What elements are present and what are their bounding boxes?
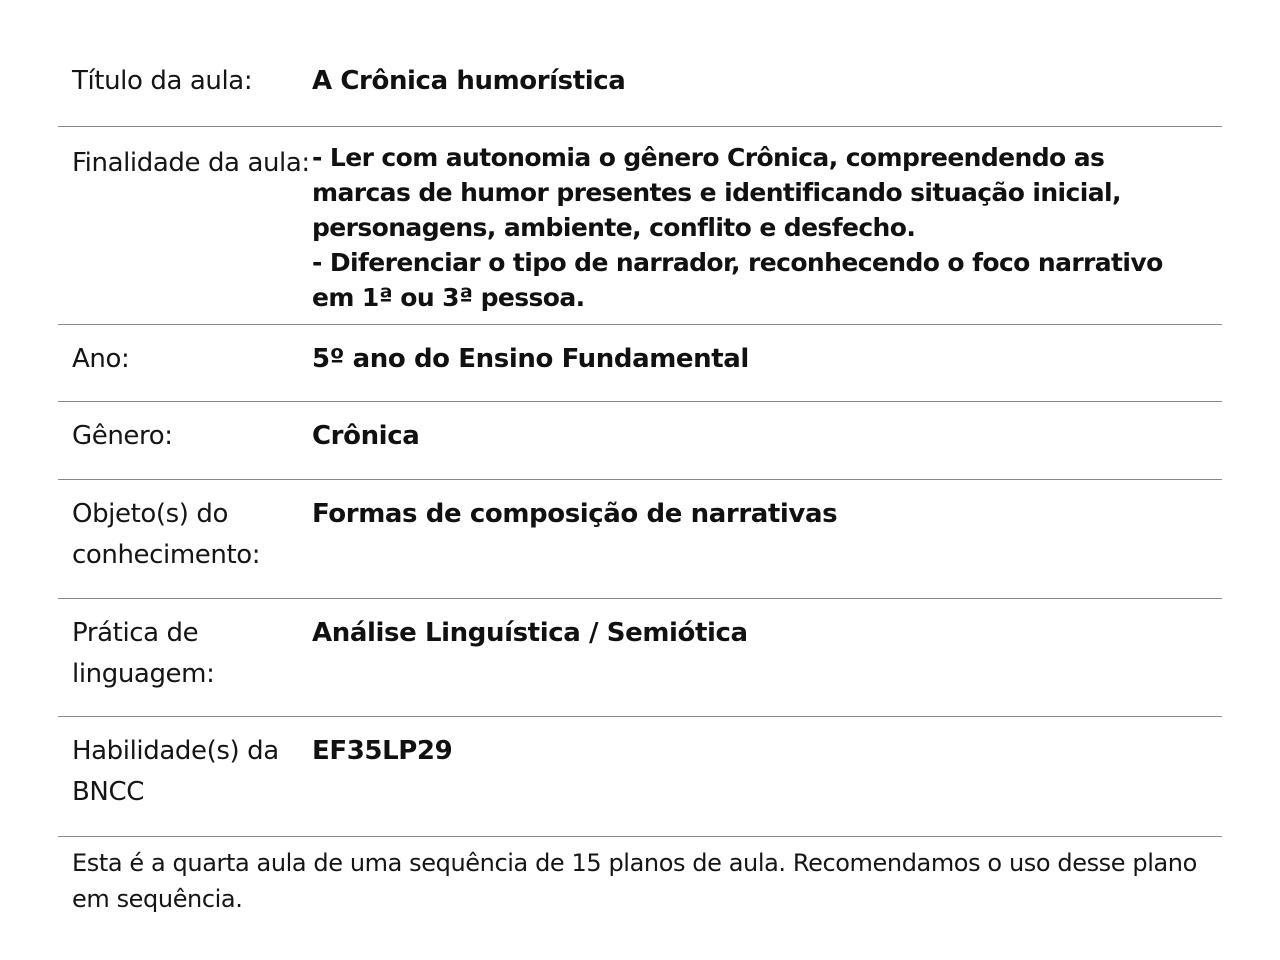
- row-knowledge-object: [58, 480, 1222, 599]
- purpose-line: - Diferenciar o tipo de narrador, reconhecendo o foco narrativo: [312, 248, 1163, 277]
- purpose-line: personagens, ambiente, conflito e desfecho.: [312, 213, 916, 242]
- purpose-line: em 1ª ou 3ª pessoa.: [312, 283, 585, 312]
- row-genre: [58, 402, 1222, 480]
- purpose-line: - Ler com autonomia o gênero Crônica, compreendendo as: [312, 143, 1105, 172]
- language-practice-value: Análise Linguística / Semiótica: [312, 618, 748, 648]
- school-year-label: Ano:: [72, 344, 130, 374]
- lesson-purpose-value: [312, 139, 1222, 324]
- lesson-plan-table: [58, 48, 1222, 837]
- language-practice-label: Prática de linguagem:: [72, 618, 215, 689]
- genre-value: Crônica: [312, 421, 420, 451]
- bncc-skill-label: Habilidade(s) da BNCC: [72, 736, 279, 807]
- row-lesson-purpose: [58, 127, 1222, 325]
- genre-label: Gênero:: [72, 421, 173, 451]
- purpose-line: marcas de humor presentes e identificando situação inicial,: [312, 178, 1121, 207]
- bncc-skill-value: EF35LP29: [312, 736, 453, 766]
- row-language-practice: [58, 599, 1222, 717]
- knowledge-object-value: Formas de composição de narrativas: [312, 499, 838, 529]
- knowledge-object-label: Objeto(s) do conhecimento:: [72, 499, 261, 570]
- row-lesson-title: [58, 48, 1222, 127]
- row-school-year: [58, 325, 1222, 402]
- school-year-value: 5º ano do Ensino Fundamental: [312, 344, 749, 374]
- sequence-footnote: Esta é a quarta aula de uma sequência de 15 planos de aula. Recomendamos o uso desse plano em sequência.: [72, 849, 1197, 913]
- lesson-purpose-label: Finalidade da aula:: [72, 148, 310, 178]
- row-bncc-skill: [58, 717, 1222, 837]
- lesson-title-label: Título da aula:: [72, 66, 253, 96]
- lesson-title-value: A Crônica humorística: [312, 66, 626, 96]
